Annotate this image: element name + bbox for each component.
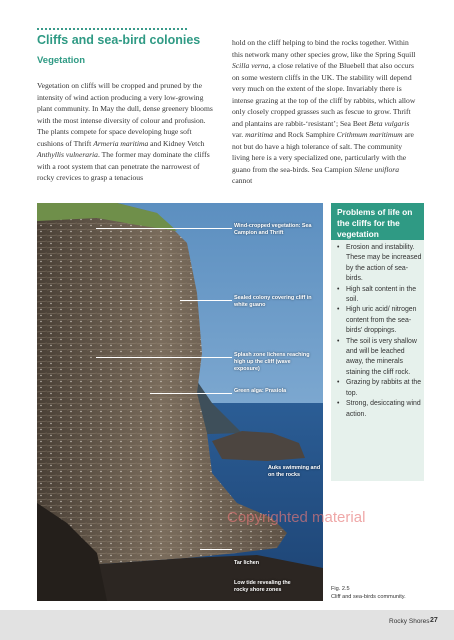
cliff-scene xyxy=(37,203,323,601)
list-item: • High salt content in the soil. xyxy=(337,285,423,306)
paragraph-right: hold on the cliff helping to bind the rocks together. Within this network many other species grow, like the Spring Squill Scilla verna, a close relative of the Bluebell that also occurs on some western cliffs in the UK. The stability will depend very much on the extent of the slope. Invariably there is intense grazing at the top of the cliff by rabbits, which allow only closely cropped grasses such as fescue to grow. Thrift and plantains are rabbit-‘resistant’; Sea Beet Beta vulgaris var. maritima and Rock Samphire Crithmum maritimum are not but do have a high tolerance of salt. The community living here is a very specialized one, particularly with the guano from the sea-birds. Sea Campion Silene uniflora cannot xyxy=(232,38,416,185)
label-low-tide: Low tide revealing the rocky shore zones xyxy=(234,580,291,593)
copyright-watermark: Copyrighted material xyxy=(227,509,366,526)
page-number: 27 xyxy=(430,617,438,624)
page-heading: Cliffs and sea-bird colonies xyxy=(37,33,201,47)
label-wind-cropped: Wind-cropped vegetation: Sea Campion and Thrift xyxy=(234,223,312,236)
figure-caption-text: Cliff and sea-birds community. xyxy=(331,594,406,600)
sidebar-title: Problems of life on the cliffs for the vegetation xyxy=(331,203,424,240)
list-item: • Erosion and instability. These may be increased by the action of sea-birds. xyxy=(337,243,423,285)
heading-dotted-rule xyxy=(37,28,187,30)
label-splash-zone: Splash zone lichens reaching high up the cliff (wave exposure) xyxy=(234,352,310,372)
body-column-left xyxy=(37,80,217,184)
label-tar-lichen: Tar lichen xyxy=(234,560,260,566)
figure-caption xyxy=(331,585,441,601)
leader-line xyxy=(200,549,232,550)
label-sealed-colony: Sealed colony covering cliff in white guano xyxy=(234,295,312,308)
footer-book-title: Rocky Shores xyxy=(389,618,430,625)
section-subheading: Vegetation xyxy=(37,55,86,66)
problems-sidebar xyxy=(331,203,424,481)
list-item: • High uric acid/ nitrogen content from the sea-birds’ droppings. xyxy=(337,305,423,336)
body-column-right xyxy=(232,37,418,187)
list-item: • Grazing by rabbits at the top. xyxy=(337,378,423,399)
leader-line xyxy=(150,393,232,394)
leader-line xyxy=(96,228,232,229)
page-footer-bar xyxy=(0,610,454,640)
label-green-alga: Green alga: Prasiola xyxy=(234,388,287,394)
problems-list xyxy=(337,243,423,420)
paragraph-left: Vegetation on cliffs will be cropped and pruned by the intensity of wind action producing a very low-growing plant community. In May the dull, dense greenery blooms with the most intense diversity of colour and profusion. The plants compete for space developing huge soft cushions of Thrift Armeria maritima and Kidney Vetch Anthyllis vulneraria. The former may dominate the cliffs with a root system that can penetrate the narrowest of rocky crevices to grasp a tenacious xyxy=(37,81,213,182)
list-item: • Strong, desiccating wind action. xyxy=(337,399,423,420)
leader-line xyxy=(180,300,232,301)
leader-line xyxy=(96,357,232,358)
figure-number: Fig. 2.5 xyxy=(331,586,350,592)
label-auks: Auks swimming and on the rocks xyxy=(268,465,321,478)
list-item: • The soil is very shallow and will be leached away, the minerals staining the cliff rock. xyxy=(337,337,423,379)
